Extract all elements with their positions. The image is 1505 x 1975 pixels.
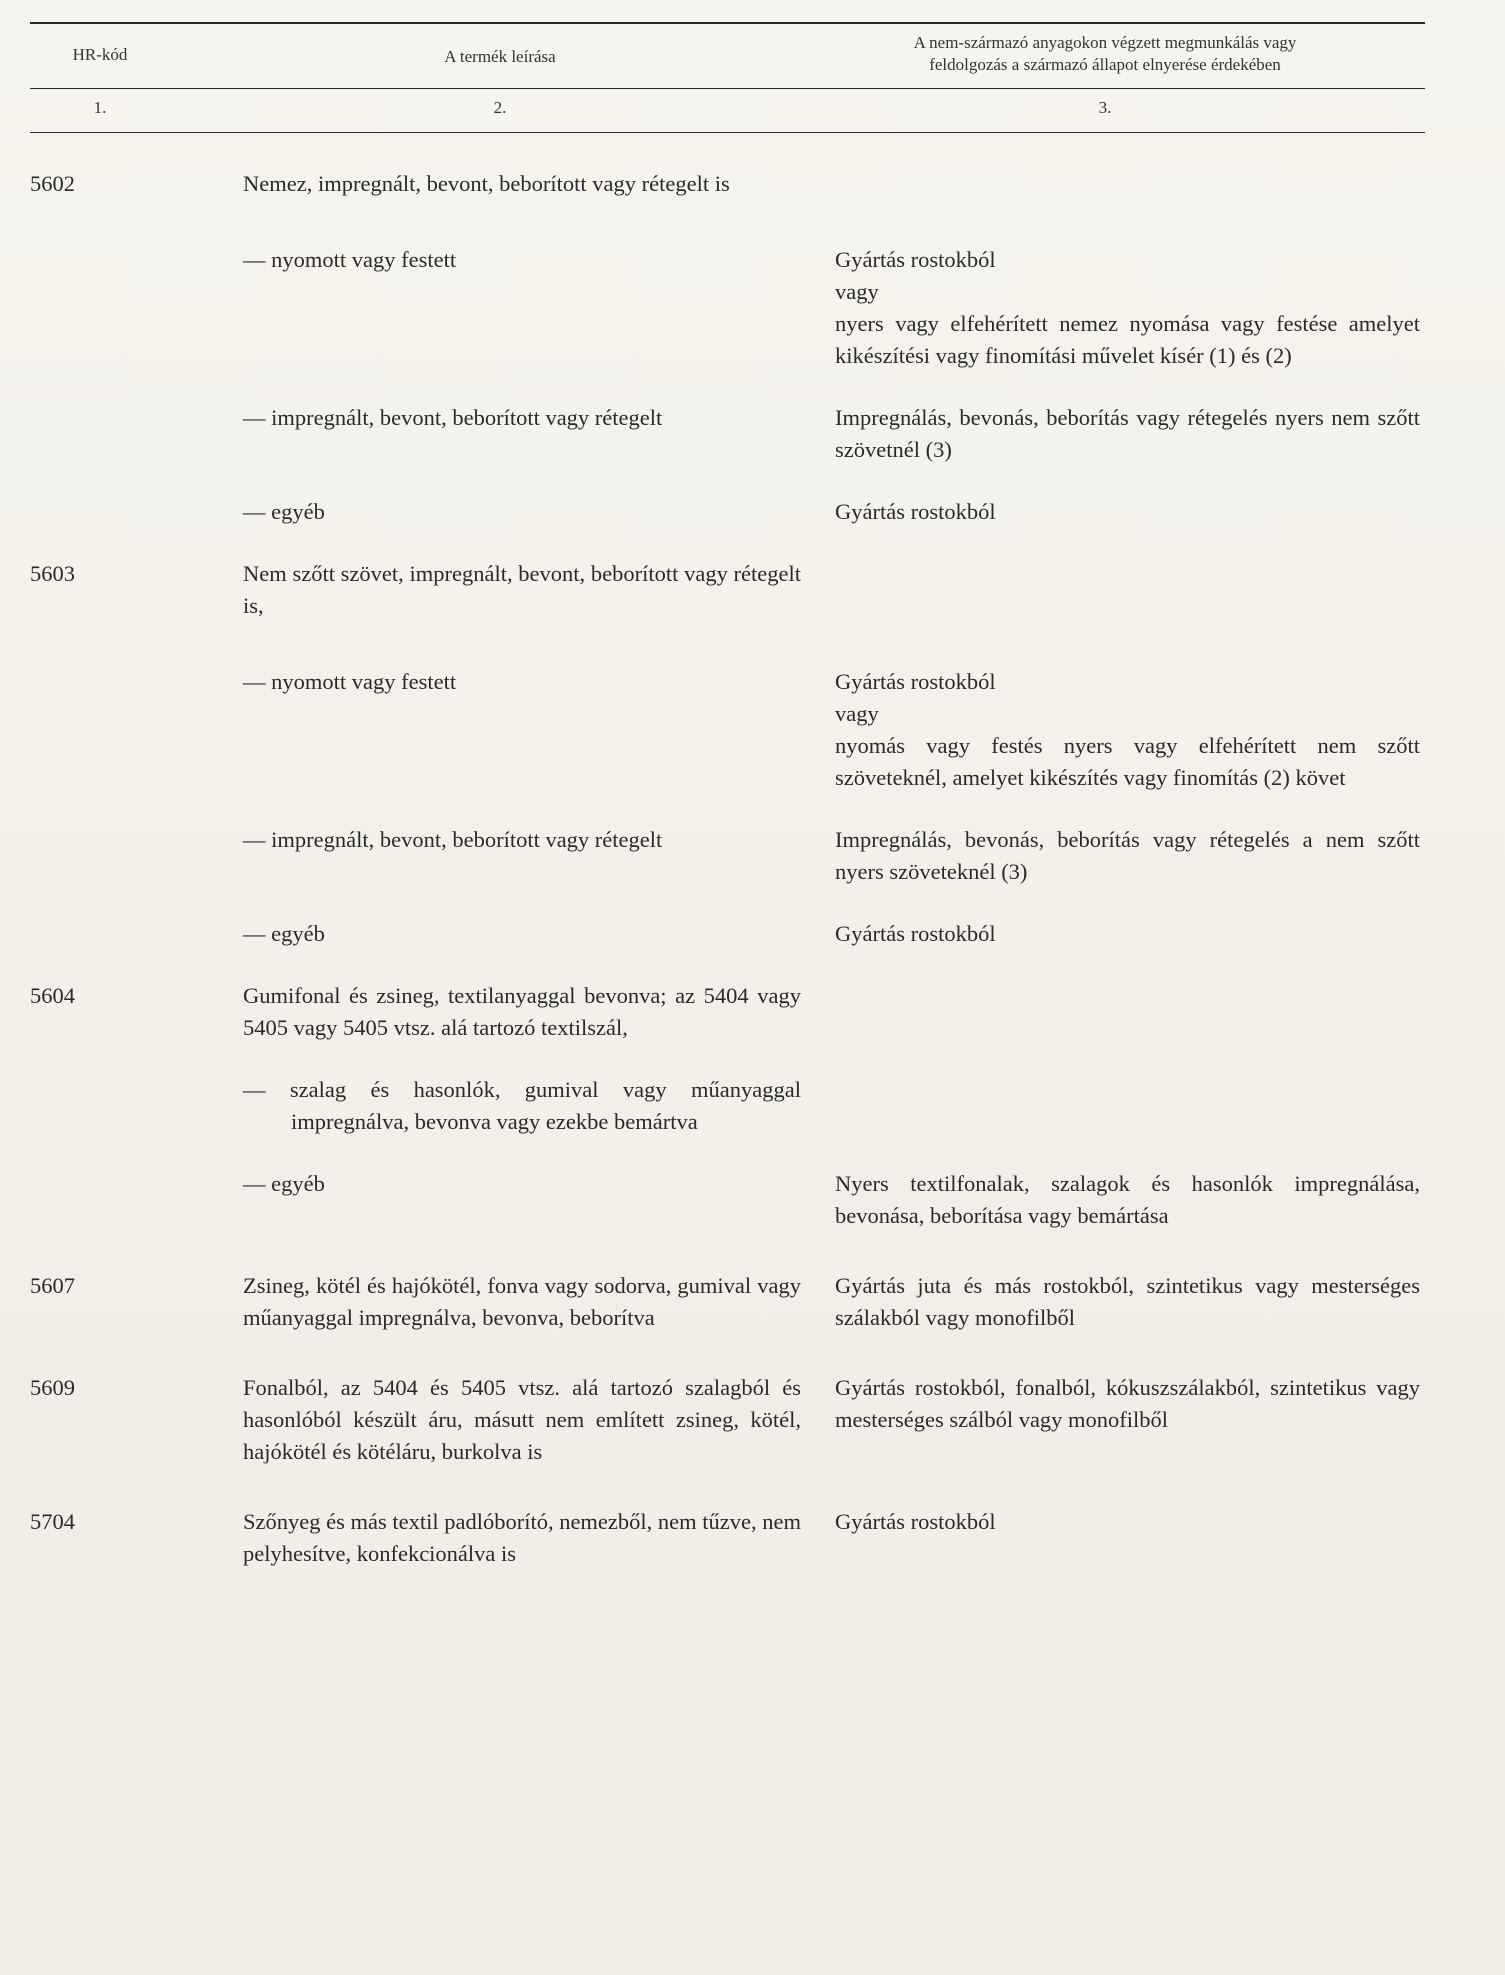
table-subrow [30, 918, 1430, 950]
table-subrow [30, 402, 1430, 466]
table-subrow [30, 666, 1430, 794]
table-row [30, 168, 1430, 200]
table-subrow [30, 1074, 1430, 1138]
header-processing [825, 32, 1385, 76]
product-description: Szőnyeg és más textil padlóborító, nemezből, nem tűzve, nem pelyhesítve, konfekcionálva is [243, 1509, 801, 1566]
processing-rule: Gyártás juta és más rostokból, szintetikus vagy mesterséges szálakból vagy monofilből [835, 1273, 1420, 1330]
column-number-1: 1. [93, 98, 107, 117]
processing-rule: Impregnálás, bevonás, beborítás vagy rétegelés nyers nem szőtt szövetnél (3) [835, 405, 1420, 462]
subitem-description: — egyéb [243, 499, 325, 524]
product-description: Nem szőtt szövet, impregnált, bevont, beborított vagy rétegelt is, [243, 561, 801, 618]
table-subrow [30, 244, 1430, 372]
product-description: Nemez, impregnált, bevont, beborított vagy rétegelt is [243, 171, 730, 196]
table-row [30, 1506, 1430, 1570]
column-number-2: 2. [493, 98, 507, 117]
hr-code: 5607 [30, 1273, 75, 1298]
top-rule [30, 22, 1425, 24]
column-number-3: 3. [1098, 98, 1112, 117]
header-product-description: A termék leírása [444, 47, 556, 66]
processing-rule: Gyártás rostokból [835, 499, 996, 524]
processing-rule: Gyártás rostokból [835, 921, 996, 946]
hr-code: 5603 [30, 561, 75, 586]
processing-rule: Gyártás rostokból, fonalból, kókuszszálakból, szintetikus vagy mesterséges szálból vagy monofilből [835, 1375, 1420, 1432]
table-row [30, 1372, 1430, 1468]
table-subrow [30, 1168, 1430, 1232]
table-row [30, 1270, 1430, 1334]
subitem-description: — impregnált, bevont, beborított vagy rétegelt [243, 827, 663, 852]
subitem-description: — egyéb [243, 921, 325, 946]
table-subrow [30, 824, 1430, 888]
table-row [30, 558, 1430, 622]
processing-rule: Gyártás rostokból vagy nyers vagy elfehérített nemez nyomása vagy festése amelyet kikészítési vagy finomítási művelet kísér (1) és (2) [835, 247, 1420, 368]
table-row [30, 980, 1430, 1044]
processing-rule: Gyártás rostokból [835, 1509, 996, 1534]
hr-code: 5604 [30, 983, 75, 1008]
processing-rule: Impregnálás, bevonás, beborítás vagy rétegelés a nem szőtt nyers szöveteknél (3) [835, 827, 1420, 884]
header-processing-line2: feldolgozás a származó állapot elnyerése érdekében [929, 55, 1281, 74]
numbering-rule [30, 132, 1425, 133]
product-description: Gumifonal és zsineg, textilanyaggal bevonva; az 5404 vagy 5405 vagy 5405 vtsz. alá tartozó textilszál, [243, 983, 801, 1040]
subitem-description: — nyomott vagy festett [243, 669, 457, 694]
subitem-description: — impregnált, bevont, beborított vagy rétegelt [243, 405, 663, 430]
hr-code: 5609 [30, 1375, 75, 1400]
hr-code: 5602 [30, 171, 75, 196]
subitem-description: — nyomott vagy festett [243, 247, 457, 272]
header-hr-code: HR-kód [72, 45, 128, 64]
processing-rule: Nyers textilfonalak, szalagok és hasonlók impregnálása, bevonása, beborítása vagy bemártása [835, 1171, 1420, 1228]
hr-code: 5704 [30, 1509, 75, 1534]
header-rule [30, 88, 1425, 89]
processing-rule: Gyártás rostokból vagy nyomás vagy festés nyers vagy elfehérített nem szőtt szöveteknél, amelyet kikészítés vagy finomítás (2) követ [835, 669, 1420, 790]
rules-table [30, 150, 1430, 1570]
header-processing-line1: A nem-származó anyagokon végzett megmunkálás vagy [913, 33, 1297, 52]
subitem-description: — egyéb [243, 1171, 325, 1196]
table-subrow [30, 496, 1430, 528]
product-description: Zsineg, kötél és hajókötél, fonva vagy sodorva, gumival vagy műanyaggal impregnálva, bevonva, beborítva [243, 1273, 801, 1330]
product-description: Fonalból, az 5404 és 5405 vtsz. alá tartozó szalagból és hasonlóból készült áru, másutt nem említett zsineg, kötél, hajókötél és kötéláru, burkolva is [243, 1375, 801, 1464]
subitem-description: — szalag és hasonlók, gumival vagy műanyaggal impregnálva, bevonva vagy ezekbe bemártva [243, 1077, 801, 1134]
